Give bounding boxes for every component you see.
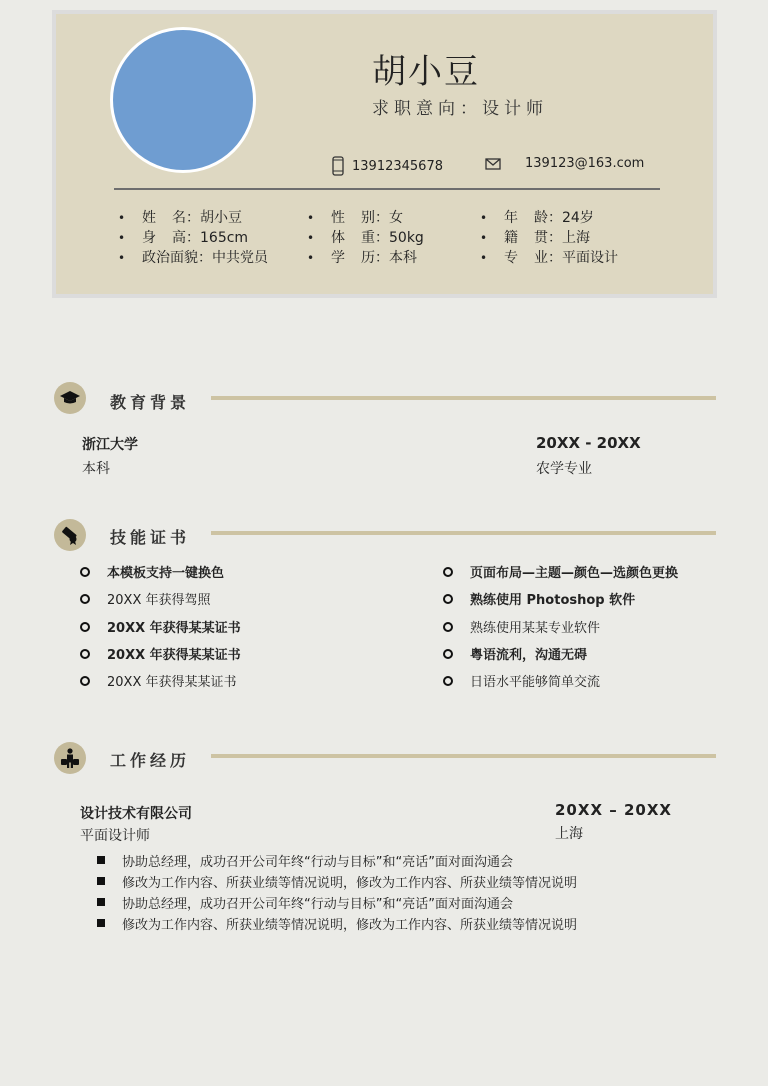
skill-item: 20XX 年获得某某证书 xyxy=(80,644,241,663)
duty-item: 修改为工作内容、所获业绩等情况说明，修改为工作内容、所获业绩等情况说明 xyxy=(122,918,578,933)
skill-item: 本模板支持一键换色 xyxy=(80,562,224,581)
info-value: ：本科 xyxy=(375,250,417,266)
info-item-education xyxy=(301,248,424,268)
ring-bullet-icon xyxy=(80,622,90,632)
certificate-icon xyxy=(54,519,86,551)
ring-bullet-icon xyxy=(80,649,90,659)
info-column-2 xyxy=(301,208,424,268)
mail-icon xyxy=(485,158,501,170)
work-section-line xyxy=(211,754,716,758)
skill-item: 粤语流利，沟通无碍 xyxy=(443,644,587,663)
education-section-title: 教育背景 xyxy=(110,393,191,412)
work-period: 20XX – 20XX xyxy=(555,801,672,819)
info-value: ：165cm xyxy=(186,230,249,246)
info-value: ：50kg xyxy=(375,230,424,246)
worker-icon xyxy=(54,742,86,774)
ring-bullet-icon xyxy=(443,567,453,577)
info-key: 性别 xyxy=(331,210,375,226)
skill-item: 20XX 年获得驾照 xyxy=(80,589,211,608)
info-item-weight xyxy=(301,228,424,248)
info-item-height xyxy=(112,228,268,248)
ring-bullet-icon xyxy=(80,567,90,577)
info-value: ：24岁 xyxy=(548,210,594,226)
info-key: 籍贯 xyxy=(504,230,548,246)
email-contact xyxy=(485,156,644,171)
skill-item: 20XX 年获得某某证书 xyxy=(80,671,237,690)
major: 农学专业 xyxy=(536,461,592,477)
info-value: ：女 xyxy=(375,210,403,226)
duty-item: 修改为工作内容、所获业绩等情况说明，修改为工作内容、所获业绩等情况说明 xyxy=(122,876,578,891)
ring-bullet-icon xyxy=(443,622,453,632)
info-value: ：平面设计 xyxy=(548,250,618,266)
header-divider xyxy=(114,188,660,190)
info-column-3 xyxy=(474,208,618,268)
info-key: 体重 xyxy=(331,230,375,246)
skills-section-title: 技能证书 xyxy=(110,528,191,547)
phone-number: 13912345678 xyxy=(352,158,443,174)
phone-icon xyxy=(332,156,344,176)
square-bullet-icon xyxy=(97,919,105,927)
square-bullet-icon xyxy=(97,898,105,906)
info-key: 政治面貌 xyxy=(142,250,198,266)
education-section-line xyxy=(211,396,716,400)
work-section-title: 工作经历 xyxy=(110,751,191,770)
skills-section-line xyxy=(211,531,716,535)
email-address: 139123@163.com xyxy=(525,156,645,171)
degree: 本科 xyxy=(82,461,110,477)
skill-item: 20XX 年获得某某证书 xyxy=(80,617,241,636)
ring-bullet-icon xyxy=(443,594,453,604)
info-key: 专业 xyxy=(504,250,548,266)
duty-item: 协助总经理，成功召开公司年终“行动与目标”和“亮话”面对面沟通会 xyxy=(122,897,513,912)
info-item-gender xyxy=(301,208,424,228)
skill-item: 日语水平能够简单交流 xyxy=(443,671,600,690)
info-item-age xyxy=(474,208,618,228)
profile-photo xyxy=(110,27,256,173)
candidate-name: 胡小豆 xyxy=(372,52,480,92)
info-key: 身高 xyxy=(142,230,186,246)
info-key: 姓名 xyxy=(142,210,186,226)
company-name: 设计技术有限公司 xyxy=(80,806,192,822)
info-key: 学历 xyxy=(331,250,375,266)
info-value: ：上海 xyxy=(548,230,590,246)
school-name: 浙江大学 xyxy=(82,437,138,453)
info-key: 年龄 xyxy=(504,210,548,226)
ring-bullet-icon xyxy=(80,676,90,686)
info-column-1 xyxy=(112,208,268,268)
skill-item: 页面布局—主题—颜色—选颜色更换 xyxy=(443,562,678,581)
duty-item: 协助总经理，成功召开公司年终“行动与目标”和“亮话”面对面沟通会 xyxy=(122,855,513,870)
work-location: 上海 xyxy=(555,826,583,842)
phone-contact xyxy=(332,156,443,176)
job-position: 平面设计师 xyxy=(80,828,150,844)
skill-item: 熟练使用 Photoshop 软件 xyxy=(443,589,635,608)
skill-item: 熟练使用某某专业软件 xyxy=(443,617,600,636)
info-value: ：中共党员 xyxy=(198,250,268,266)
job-intent: 求职意向：设计师 xyxy=(372,99,548,119)
ring-bullet-icon xyxy=(443,649,453,659)
education-period: 20XX - 20XX xyxy=(536,434,641,452)
square-bullet-icon xyxy=(97,877,105,885)
info-item-name xyxy=(112,208,268,228)
ring-bullet-icon xyxy=(443,676,453,686)
graduation-cap-icon xyxy=(54,382,86,414)
resume-header xyxy=(52,10,717,298)
square-bullet-icon xyxy=(97,856,105,864)
info-value: ：胡小豆 xyxy=(186,210,242,226)
info-item-major xyxy=(474,248,618,268)
info-item-hometown xyxy=(474,228,618,248)
ring-bullet-icon xyxy=(80,594,90,604)
info-item-politics xyxy=(112,248,268,268)
